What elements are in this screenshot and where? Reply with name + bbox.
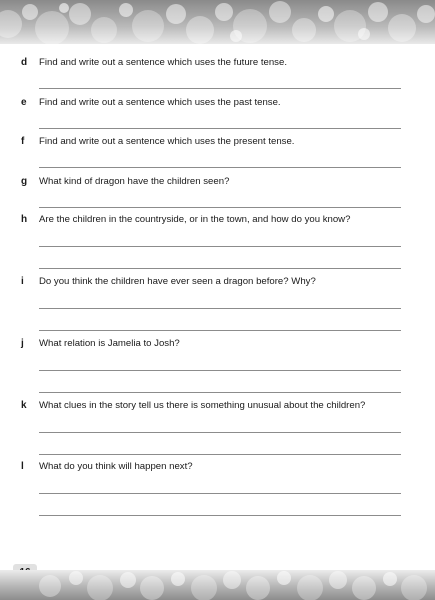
answer-line[interactable] <box>39 128 401 129</box>
answer-line[interactable] <box>39 167 401 168</box>
question-text: Find and write out a sentence which uses the future tense. <box>39 57 287 68</box>
answer-line[interactable] <box>39 207 401 208</box>
top-bubble-banner <box>0 0 435 44</box>
question-text: Find and write out a sentence which uses the past tense. <box>39 97 281 108</box>
bottom-bubble-banner <box>0 570 435 600</box>
question-letter: d <box>21 57 28 68</box>
question-letter: e <box>21 97 27 108</box>
bubble-decoration <box>0 570 435 600</box>
answer-line[interactable] <box>39 493 401 494</box>
question-letter: l <box>21 461 24 472</box>
question-letter: h <box>21 214 28 225</box>
question-text: What clues in the story tell us there is something unusual about the children? <box>39 400 366 411</box>
question-text: Do you think the children have ever seen a dragon before? Why? <box>39 276 316 287</box>
question-text: What kind of dragon have the children seen? <box>39 176 230 187</box>
question-letter: k <box>21 400 27 411</box>
question-letter: j <box>21 338 24 349</box>
answer-line[interactable] <box>39 268 401 269</box>
question-letter: i <box>21 276 24 287</box>
answer-line[interactable] <box>39 330 401 331</box>
answer-line[interactable] <box>39 88 401 89</box>
question-letter: g <box>21 176 28 187</box>
bubble-decoration <box>0 0 435 44</box>
question-text: Find and write out a sentence which uses the present tense. <box>39 136 295 147</box>
question-text: What relation is Jamelia to Josh? <box>39 338 180 349</box>
answer-line[interactable] <box>39 515 401 516</box>
answer-line[interactable] <box>39 454 401 455</box>
question-text: What do you think will happen next? <box>39 461 193 472</box>
question-text: Are the children in the countryside, or in the town, and how do you know? <box>39 214 351 225</box>
answer-line[interactable] <box>39 308 401 309</box>
answer-line[interactable] <box>39 392 401 393</box>
answer-line[interactable] <box>39 370 401 371</box>
answer-line[interactable] <box>39 246 401 247</box>
question-letter: f <box>21 136 25 147</box>
answer-line[interactable] <box>39 432 401 433</box>
